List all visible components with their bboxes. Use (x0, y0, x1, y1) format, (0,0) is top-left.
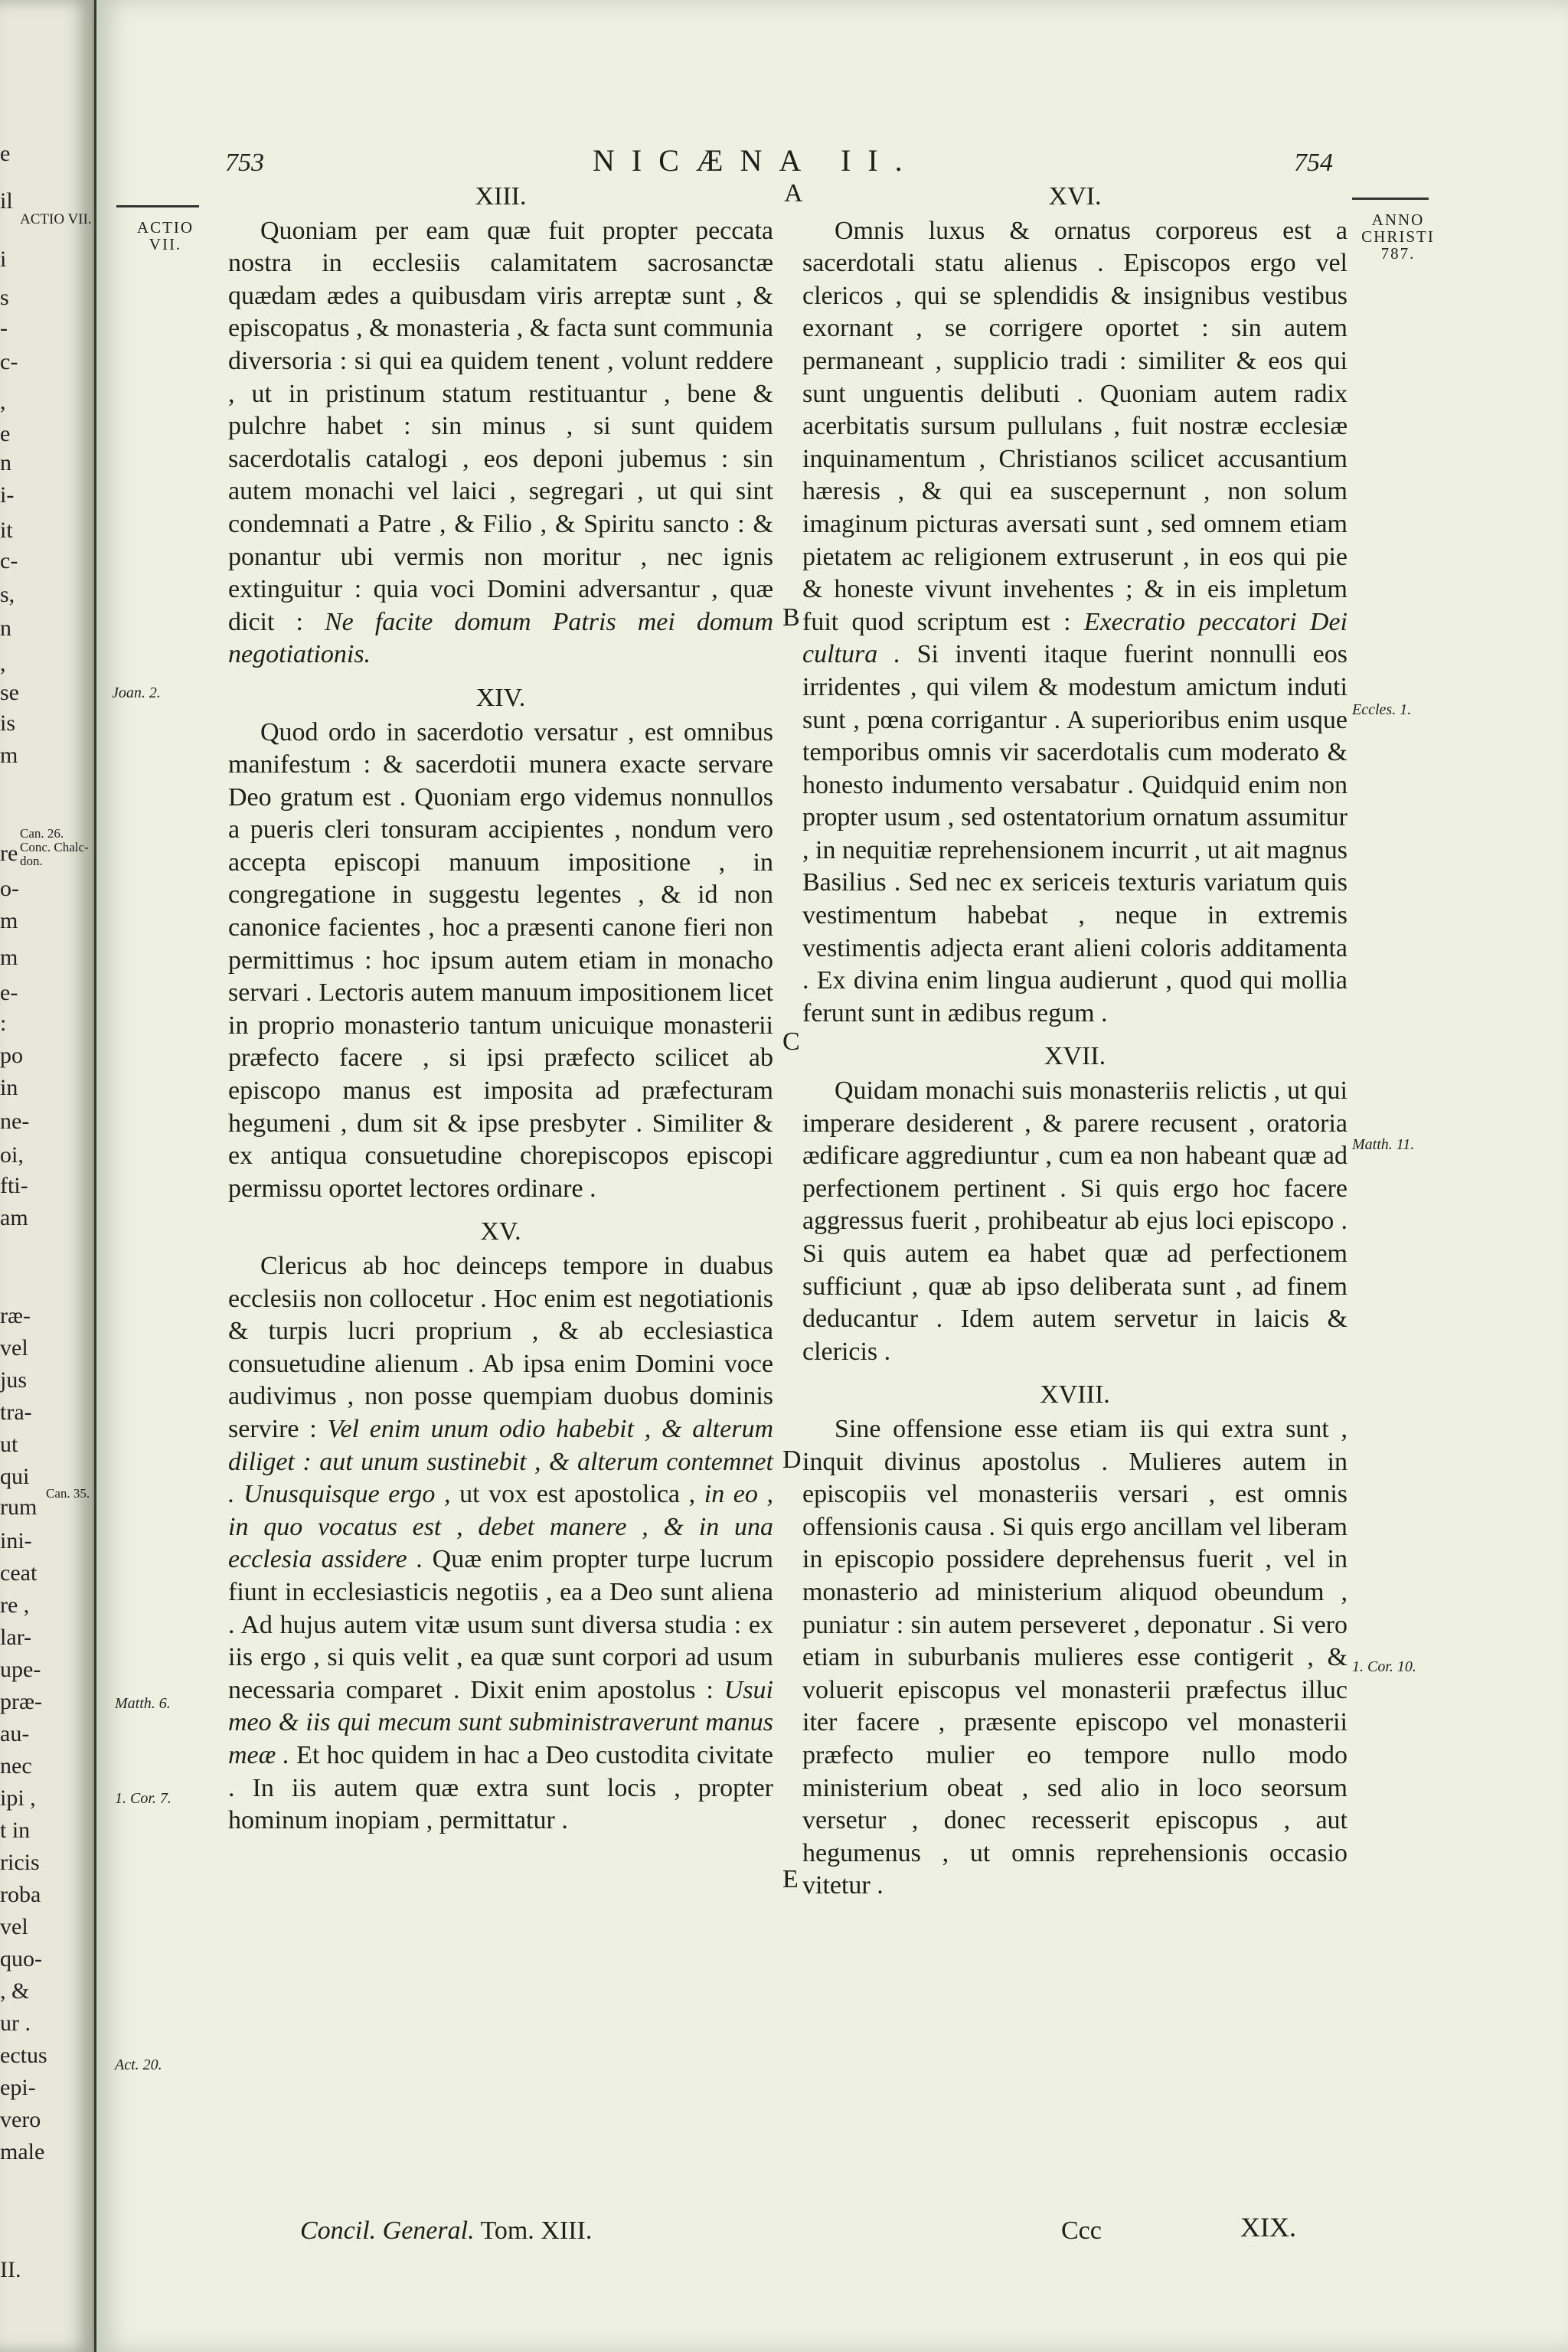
section-letter-d: D (782, 1446, 802, 1474)
prev-page-fragment: ut (0, 1432, 18, 1457)
prev-page-fragment: oi, (0, 1142, 24, 1168)
prev-page-fragment: ipi , (0, 1785, 36, 1811)
prev-page-fragment: fti- (0, 1173, 28, 1198)
canon-xv-text: Clericus ab hoc deinceps tempore in duabus ecclesiis non collocetur . Hoc enim est negotiationis & turpis lucri proprium , & ab ecclesiastica consuetudine alienum . Ab ipsa enim Domini voce audivimus , non posse quempiam duobus dominis servire : Vel enim unum odio habebit , & alterum diliget : aut unum sustinebit , & alterum contemnet . Unusquisque ergo , ut vox est apostolica , in eo , in quo vocatus est , debet manere , & in una ecclesia assidere . Quæ enim propter turpe lucrum fiunt in ecclesiasticis negotiis , ea a Deo sunt aliena . Ad hujus autem vitæ usum sunt diversa studia : ex iis ergo , si quis velit , ea quæ sunt corpori ad usum necessaria comparet . Dixit enim apostolus : Usui meo & iis qui mecum sunt subministraverunt manus meæ . Et hoc quidem in hac a Deo custodita civitate . In iis autem quæ extra sunt locis , propter hominum inopiam , permittatur . (228, 1252, 774, 1835)
prev-page-fragment: male (0, 2139, 45, 2164)
prev-page-fragment: vel (0, 1914, 28, 1939)
section-title-xv: XV. (480, 1217, 521, 1246)
previous-page-edge (0, 0, 94, 2352)
section-letter-b: B (782, 603, 800, 632)
section-letter-a: A (784, 179, 803, 207)
prev-page-fragment: quo- (0, 1946, 42, 1971)
prev-page-fragment: i (0, 247, 7, 272)
left-column (228, 181, 773, 1838)
canon-xvi-text: Omnis luxus & ornatus corporeus est a sacerdotali statu alienus . Episcopos ergo vel clericos , qui se splendidis & insignibus vestibus exornant , se corrigere oportet : sin autem permaneant , supplicio tradi : similiter & eos qui sunt unguentis delibuti . Quoniam autem radix acerbitatis sursum pullulans , fuit nostræ ecclesiæ inquinamentum , Christianos scilicet accusantium hæresis , & qui ea suscepernunt , non solum imaginum picturas aversati sunt , sed omnem etiam pietatem ac religionem extruserunt , in eos qui pie & honeste vivunt invehentes ; & in eis impletum fuit quod scriptum est : Execratio peccatori Dei cultura . Si inventi itaque fuerint nonnulli eos irridentes , qui vilem & modestum amictum induti sunt , pœna corrigantur . A superioribus enim usque temporibus omnis vir sacerdotalis cum moderato & honesto indumento versabatur . Quidquid enim non propter usum , sed ostentatorium ornatum assumitur , in nequitiæ reprehensionem incurrit , ut ait magnus Basilius . Sed nec ex sericeis texturis variatum quis vestimentum habebat , neque in extremis vestimentis adjecta erant alieni coloris additamenta . Ex divina enim lingua audierunt , quod qui mollia ferunt sunt in ædibus regum . (802, 216, 1348, 1027)
prev-page-fragment: nec (0, 1753, 32, 1779)
catchword: XIX. (1240, 2212, 1296, 2243)
canon-xviii-text: Sine offensione esse etiam iis qui extra sunt , inquit divinus apostolus . Mulieres autem in episcopiis vel monasteriis versari , est omnis offensionis causa . Si quis ergo ancillam vel liberam in episcopio possidere deprehensus fuerit , vel in monasterio ad ministerium aliquod obeundum , puniatur : sin autem perseveret , deponatur . Si vero etiam in suburbanis mulieres esse contigerit , & voluerit episcopus vel monasterii præfectus illuc iter facere , præsente episcopo vel monasterii præfecto mulier eo tempore nullo modo ministerium obeat , sed alio in loco seorsum versetur , donec recesserit episcopus , aut hegumenus , ut omnis reprehensionis occasio vitetur . (802, 1414, 1348, 1900)
prev-page-fragment: ne- (0, 1109, 30, 1134)
prev-side-label: ACTIO VII. (20, 211, 92, 227)
prev-page-fragment: m (0, 945, 18, 970)
left-page-number: 753 (225, 149, 264, 177)
prev-page-fragment: ectus (0, 2043, 47, 2068)
footer-concil: Concil. General. Tom. XIII. (300, 2216, 593, 2245)
canon-xvii-text: Quidam monachi suis monasteriis relictis , ut qui imperare desiderent , & parere recusent , oratoria ædificare aggrediuntur , cum ea non habeant quæ ad perfectionem pertinent . Si quis ergo hoc facere aggressus fuerit , prohibeatur ab ejus loci episcopo . Si quis autem ea habet quæ ad perfectionem sufficiunt , quæ ab ipso deliberata sunt , ad finem deducantur . Idem autem servetur in laicis & clericis . (802, 1076, 1348, 1366)
section-title-xiv: XIV. (475, 683, 526, 712)
prev-side-note-1: Can. 26. Conc. Chalc-don. (20, 826, 89, 868)
prev-page-fragment: e (0, 141, 11, 166)
prev-page-fragment: : (0, 1011, 7, 1036)
prev-page-fragment: c- (0, 349, 18, 374)
prev-page-fragment: ur . (0, 2011, 31, 2036)
margin-cor-7: 1. Cor. 7. (115, 1790, 172, 1807)
prev-page-fragment: , (0, 651, 6, 676)
prev-page-fragment: - (0, 315, 8, 341)
right-page-number: 754 (1294, 149, 1333, 177)
prev-page-fragment: m (0, 743, 18, 768)
prev-page-fragment: au- (0, 1721, 30, 1746)
main-page (96, 0, 1568, 2352)
prev-page-fragment: , (0, 389, 6, 414)
prev-page-fragment: s, (0, 582, 15, 607)
prev-page-fragment: , & (0, 1978, 30, 2004)
prev-page-fragment: m (0, 908, 18, 933)
prev-page-fragment: vel (0, 1335, 28, 1361)
prev-page-fragment: il (0, 188, 13, 214)
prev-page-fragment: am (0, 1205, 28, 1230)
prev-page-fragment: se (0, 680, 19, 705)
margin-eccles: Eccles. 1. (1352, 701, 1412, 718)
margin-matth-11: Matth. 11. (1352, 1136, 1415, 1153)
prev-page-fragment: re , (0, 1592, 30, 1618)
canon-xiv-text: Quod ordo in sacerdotio versatur , est omnibus manifestum : & sacerdotii munera exacte servare Deo gratum est . Quoniam ergo videmus nonnullos a pueris cleri tonsuram accipientes , nondum vero accepta episcopi manuum impositione , in congregatione in suggestu legentes , & id non canonice facientes , hoc a præsenti canone fieri non permittimus : hoc ipsum autem etiam in monacho servari . Lectoris autem manuum impositionem licet in proprio monasterio tantum unicuique monasterii præfecto facere , si ipsi præfecto scilicet ab episcopo manus est imposita ad præfecturam hegumeni , dum sit & ipse presbyter . Similiter & ex antiqua consuetudine chorepiscopos episcopi permissu oportet lectores ordinare . (228, 717, 773, 1203)
margin-joan: Joan. 2. (112, 684, 161, 701)
prev-page-fragment: ini- (0, 1528, 32, 1553)
prev-page-fragment: i- (0, 482, 15, 508)
margin-cor-10: 1. Cor. 10. (1352, 1658, 1416, 1675)
prev-page-fragment: po (0, 1043, 23, 1068)
prev-page-fragment: vero (0, 2107, 41, 2132)
prev-page-fragment: epi- (0, 2075, 36, 2100)
prev-page-fragment: rum (0, 1494, 38, 1520)
prev-page-fragment: lar- (0, 1625, 32, 1650)
left-margin-rule (116, 205, 199, 207)
signature-mark: Ccc (1061, 2216, 1102, 2245)
canon-xiii-text: Quoniam per eam quæ fuit propter peccata nostra in ecclesiis calamitatem sacrosanctæ quædam ædes a quibusdam viris arreptæ sunt , & episcopatus , & monasteria , & facta sunt communia diversoria : si qui ea quidem tenent , volunt reddere , ut in pristinum statum restituantur , bene & pulchre habet : sin minus , si sunt quidem sacerdotalis catalogi , eos deponi jubemus : sin autem monachi vel laici , segregari , ut qui sint condemnati a Patre , & Filio , & Spiritu sancto : & ponantur ubi vermis non moritur , nec ignis extinguitur : quia voci Domini adversantur , quæ dicit : Ne facite domum Patris mei domum negotiationis. (228, 216, 773, 669)
prev-page-fragment: ceat (0, 1560, 38, 1586)
prev-page-fragment: c- (0, 548, 18, 573)
prev-page-fragment: s (0, 285, 9, 310)
prev-page-fragment: præ- (0, 1689, 42, 1714)
margin-act-20: Act. 20. (115, 2056, 162, 2073)
margin-anno-christi: ANNO CHRISTI 787. (1361, 211, 1435, 263)
section-title-xvii: XVII. (1044, 1042, 1106, 1071)
section-title-xviii: XVIII. (1040, 1380, 1110, 1410)
prev-page-fragment: in (0, 1075, 18, 1100)
prev-page-fragment: it (0, 518, 13, 543)
prev-page-fragment: roba (0, 1882, 41, 1907)
prev-page-fragment: ricis (0, 1850, 40, 1875)
section-letter-e: E (782, 1865, 799, 1893)
right-column (802, 181, 1348, 1903)
running-title: NICÆNA II. (593, 143, 920, 178)
prev-page-fragment: e (0, 421, 11, 446)
prev-page-fragment: is (0, 710, 16, 736)
prev-page-fragment: n (0, 450, 11, 475)
section-title-xiii: XIII. (475, 182, 527, 211)
prev-page-fragment: upe- (0, 1657, 41, 1682)
prev-page-fragment: tra- (0, 1400, 32, 1425)
section-letter-c: C (782, 1027, 800, 1056)
margin-actio: ACTIO VII. (136, 218, 194, 253)
prev-page-fragment: qui (0, 1464, 30, 1489)
prev-side-note-2: Can. 35. (46, 1486, 90, 1501)
section-title-xvi: XVI. (1048, 182, 1102, 211)
margin-matth-6: Matth. 6. (115, 1695, 171, 1712)
prev-page-fragment: ræ- (0, 1303, 31, 1328)
prev-page-fragment: e- (0, 980, 18, 1005)
prev-page-fragment: re (0, 841, 18, 866)
right-margin-rule (1352, 198, 1429, 200)
prev-page-fragment: jus (0, 1367, 28, 1393)
prev-page-fragment: n (0, 616, 11, 641)
prev-page-fragment: o- (0, 876, 19, 901)
prev-page-fragment: t in (0, 1818, 31, 1843)
prev-page-fragment: II. (0, 2257, 21, 2282)
